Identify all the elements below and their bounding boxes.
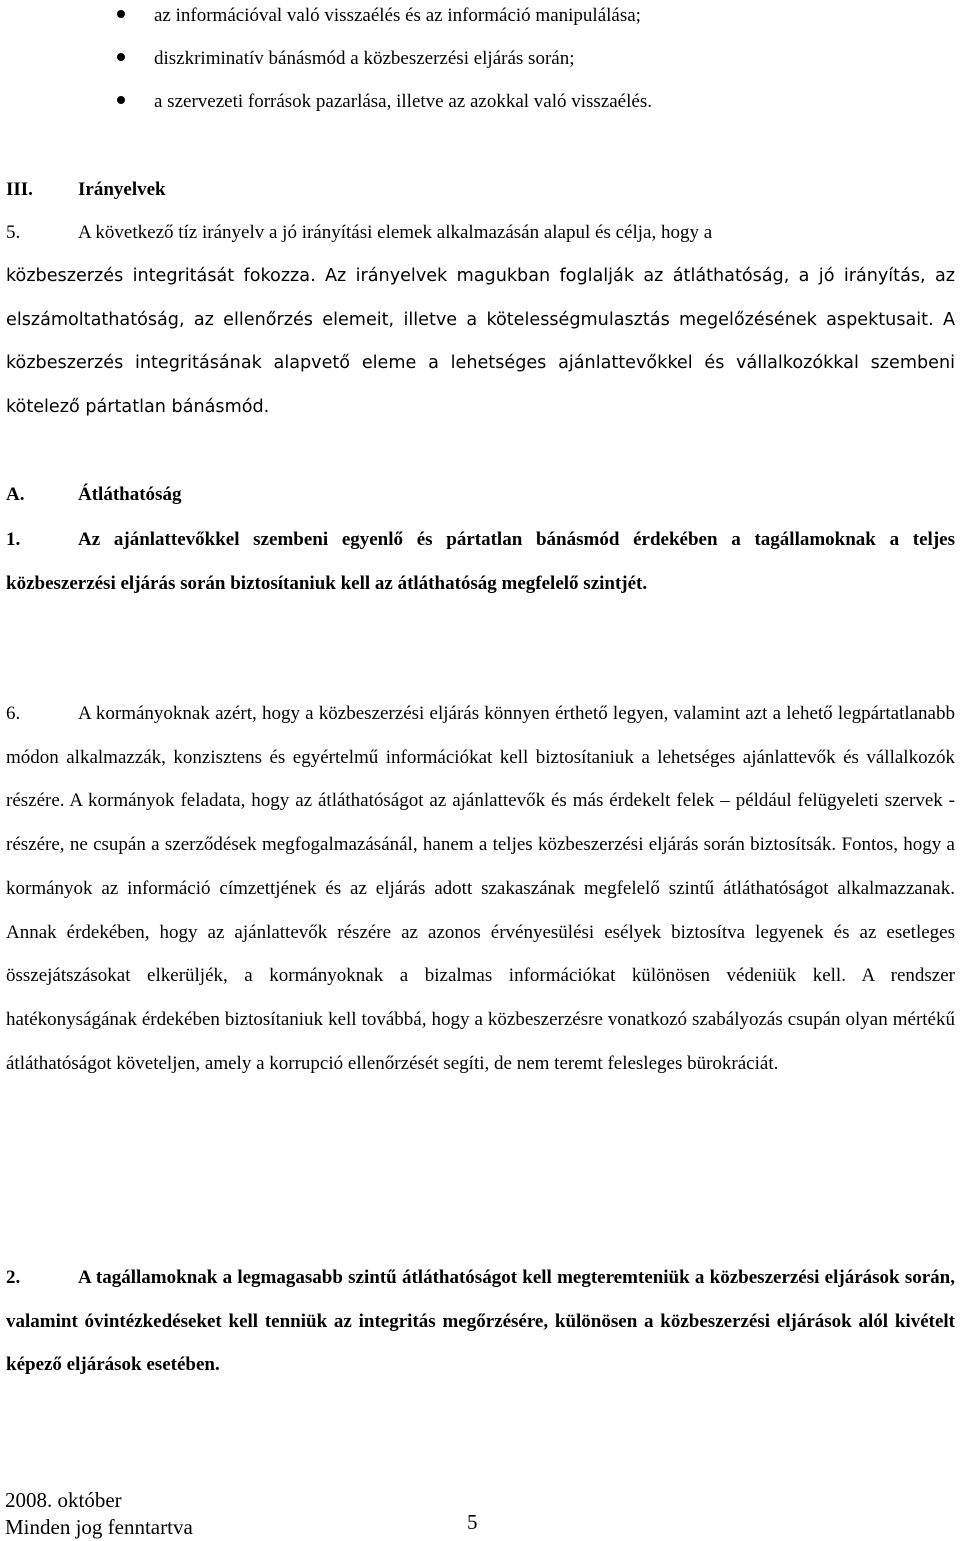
footer-date: 2008. október: [5, 1488, 122, 1512]
principle-number: 2.: [6, 1267, 21, 1288]
paragraph-5-body: közbeszerzés integritását fokozza. Az irányelvek magukban foglalják az átláthatóság, a jó irányítás, az elszámoltathatóság, az ellenőrzés elemeit, illetve a kötelességmulasztás megelőzésének aspektusait. A közbeszerzés integritásának alapvető eleme a lehetséges ajánlattevőkkel és vállalkozókkal szembeni kötelező pártatlan bánásmód.: [6, 266, 955, 418]
bullet-icon: [117, 53, 125, 61]
page-number: 5: [467, 1510, 478, 1534]
section-title: Irányelvek: [78, 179, 166, 200]
bullet-icon: [117, 96, 125, 104]
bullet-text: az információval való visszaélés és az információ manipulálása;: [154, 5, 641, 26]
bullet-text: diszkriminatív bánásmód a közbeszerzési eljárás során;: [154, 48, 575, 69]
subsection-title: Átláthatóság: [78, 484, 182, 505]
paragraph-6: [6, 692, 955, 1085]
list-item: [0, 45, 960, 75]
section-number: III.: [6, 179, 33, 200]
bullet-text: a szervezeti források pazarlása, illetve az azokkal való visszaélés.: [154, 91, 652, 112]
paragraph-number: 5.: [6, 222, 21, 243]
section-heading: [6, 176, 33, 204]
bullet-icon: [117, 10, 125, 18]
principle-2: [6, 1256, 955, 1387]
list-item: [0, 88, 960, 118]
list-item: [0, 2, 960, 32]
paragraph-text: A kormányoknak azért, hogy a közbeszerzési eljárás könnyen érthető legyen, valamint azt a lehető legpártatlanabb módon alkalmazzák, konzisztens és egyértelmű információkat kell biztosítaniuk a lehetséges ajánlattevők és vállalkozók részére. A kormányok feladata, hogy az átláthatóságot az ajánlattevők és más érdekelt felek – például felügyeleti szervek - részére, ne csupán a szerződések megfogalmazásánál, hanem a teljes közbeszerzési eljárás során biztosítsák. Fontos, hogy a kormányok az információ címzettjének és az eljárás adott szakaszának megfelelő szintű átláthatóságot alkalmazzanak. Annak érdekében, hogy az ajánlattevők részére az azonos érvényesülési esélyek biztosítva legyenek és az esetleges összejátszásokat elkerüljék, a kormányoknak a bizalmas információkat különösen védeniük kell. A rendszer hatékonyságának érdekében biztosítaniuk kell továbbá, hogy a közbeszerzésre vonatkozó szabályozás csupán olyan mértékű átláthatóságot követeljen, amely a korrupció ellenőrzését segíti, de nem teremt felesleges bürokráciát.: [6, 703, 955, 1074]
paragraph-5: [6, 211, 955, 255]
principle-text: A tagállamoknak a legmagasabb szintű átláthatóságot kell megteremteniük a közbeszerzési eljárások során, valamint óvintézkedéseket kell tenniük az integritás megőrzésére, különösen a közbeszerzési eljárások alól kivételt képező eljárások esetében.: [6, 1267, 955, 1376]
footer-rights: Minden jog fenntartva: [5, 1515, 193, 1539]
paragraph-text-lead: A következő tíz irányelv a jó irányítási elemek alkalmazásán alapul és célja, hogy a: [78, 222, 713, 243]
principle-text: Az ajánlattevőkkel szembeni egyenlő és pártatlan bánásmód érdekében a tagállamoknak a teljes közbeszerzési eljárás során biztosítaniuk kell az átláthatóság megfelelő szintjét.: [6, 529, 955, 594]
principle-number: 1.: [6, 529, 21, 550]
paragraph-number: 6.: [6, 703, 21, 724]
principle-1: [6, 518, 955, 605]
subsection-letter: A.: [6, 484, 25, 505]
